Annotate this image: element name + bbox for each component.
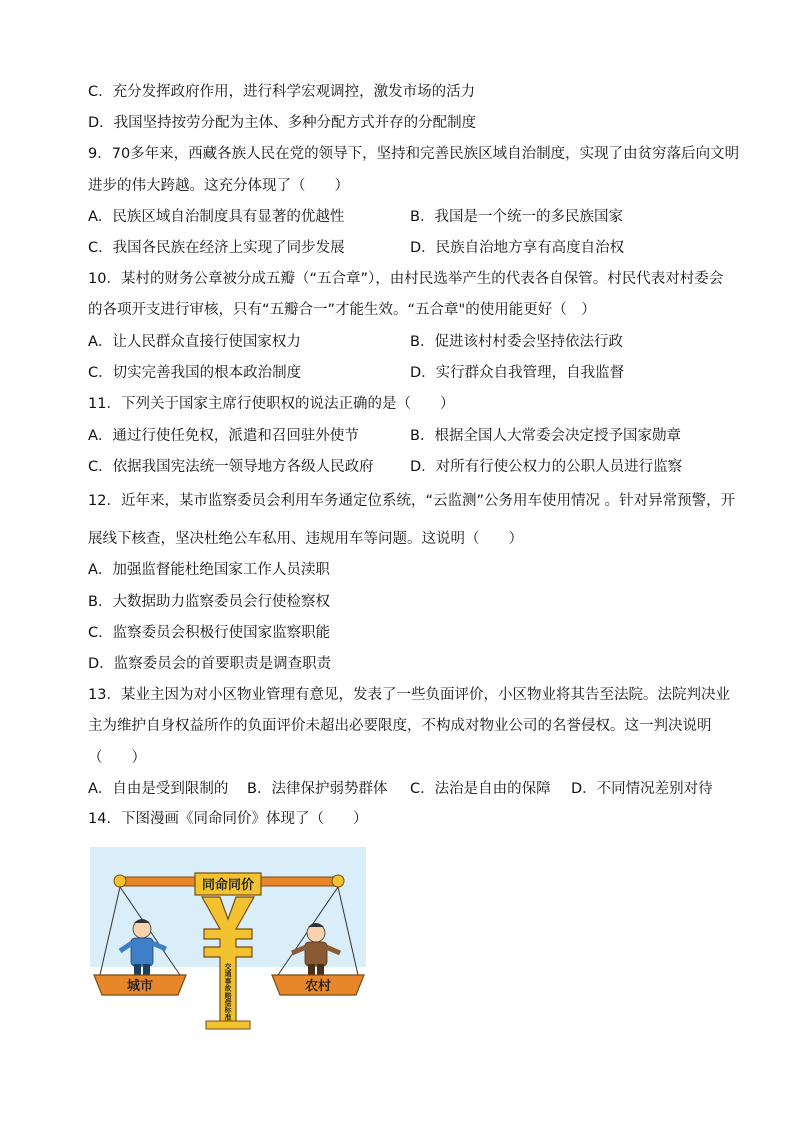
q11-option-c: C．依据我国宪法统一领导地方各级人民政府 xyxy=(88,459,374,475)
q13-stem-line1: 13．某业主因为对小区物业管理有意见，发表了一些负面评价，小区物业将其告至法院。法院判决业 xyxy=(88,687,730,703)
q11-stem-line1: 11．下列关于国家主席行使职权的说法正确的是（ ） xyxy=(88,396,455,412)
q9-option-c: C．我国各民族在经济上实现了同步发展 xyxy=(88,240,345,256)
q12-option-c: C．监察委员会积极行使国家监察职能 xyxy=(88,625,331,641)
q13-option-a: A．自由是受到限制的 xyxy=(88,781,229,797)
left-pan-label: 城市 xyxy=(126,979,154,994)
q13-stem-line3: （ ） xyxy=(88,750,146,766)
q10-stem-line2: 的各项开支进行审核，只有“五瓣合一”才能生效。“五合章"的使用能更好（ ） xyxy=(88,302,596,318)
cartoon-balance-scale xyxy=(90,847,366,1031)
q10-stem-line1: 10．某村的财务公章被分成五瓣（“五合章”），由村民选举产生的代表各自保管。村民代表对村委会 xyxy=(88,271,724,287)
q8-option-c: C．充分发挥政府作用，进行科学宏观调控，激发市场的活力 xyxy=(88,84,476,100)
q11-option-d: D．对所有行使公权力的公职人员进行监察 xyxy=(410,459,683,475)
q12-stem-line2: 展线下核查，坚决杜绝公车私用、违规用车等问题。这说明（ ） xyxy=(88,531,523,547)
q10-option-a: A．让人民群众直接行使国家权力 xyxy=(88,334,301,350)
q13-option-d: D．不同情况差别对待 xyxy=(571,781,713,797)
q13-option-c: C．法治是自由的保障 xyxy=(410,781,551,797)
q9-stem-line1: 9．70多年来，西藏各族人民在党的领导下，坚持和完善民族区域自治制度，实现了由贫穷落后向文明 xyxy=(88,146,740,162)
pillar-text-char: 准 xyxy=(224,1013,232,1022)
q12-option-b: B．大数据助力监察委员会行使检察权 xyxy=(88,594,330,610)
right-pan-label: 农村 xyxy=(304,979,332,994)
q13-option-b: B．法律保护弱势群体 xyxy=(247,781,388,797)
q11-option-a: A．通过行使任免权，派遣和召回驻外使节 xyxy=(88,428,359,444)
q13-stem-line2: 主为维护自身权益所作的负面评价未超出必要限度，不构成对物业公司的名誉侵权。这一判决说明 xyxy=(88,718,712,734)
pillar-text-char: 偿 xyxy=(224,999,232,1007)
pillar-text-char: 通 xyxy=(224,970,232,979)
beam-right-end xyxy=(332,875,344,887)
pillar-text-char: 故 xyxy=(224,984,232,993)
q12-option-d: D．监察委员会的首要职责是调查职责 xyxy=(88,656,332,672)
q9-option-d: D．民族自治地方享有高度自治权 xyxy=(410,240,625,256)
q9-option-a: A．民族区域自治制度具有显著的优越性 xyxy=(88,209,345,225)
beam-left-end xyxy=(114,875,126,887)
q10-option-b: B．促进该村村委会坚持依法行政 xyxy=(410,334,623,350)
q9-option-b: B．我国是一个统一的多民族国家 xyxy=(410,209,623,225)
pillar-text-char: 标 xyxy=(224,1006,232,1015)
q12-stem-line1: 12．近年来，某市监察委员会利用车务通定位系统，“云监测”公务用车使用情况 。针对异常预警，开 xyxy=(88,493,736,509)
pillar-text-char: 赔 xyxy=(224,991,232,1000)
q8-option-d: D．我国坚持按劳分配为主体、多种分配方式并存的分配制度 xyxy=(88,115,477,131)
q9-stem-line2: 进步的伟大跨越。这充分体现了（ ） xyxy=(88,178,349,194)
pillar-text xyxy=(224,962,233,1021)
q10-option-c: C．切实完善我国的根本政治制度 xyxy=(88,365,302,381)
q11-option-b: B．根据全国人大常委会决定授予国家勋章 xyxy=(410,428,681,444)
banner-text: 同命同价 xyxy=(201,878,255,893)
pillar-text-char: 事 xyxy=(224,977,232,986)
q12-option-a: A．加强监督能杜绝国家工作人员渎职 xyxy=(88,562,330,578)
q10-option-d: D．实行群众自我管理，自我监督 xyxy=(410,365,625,381)
pillar-text-char: 交 xyxy=(224,963,232,971)
q14-stem-line1: 14．下图漫画《同命同价》体现了（ ） xyxy=(88,811,368,827)
